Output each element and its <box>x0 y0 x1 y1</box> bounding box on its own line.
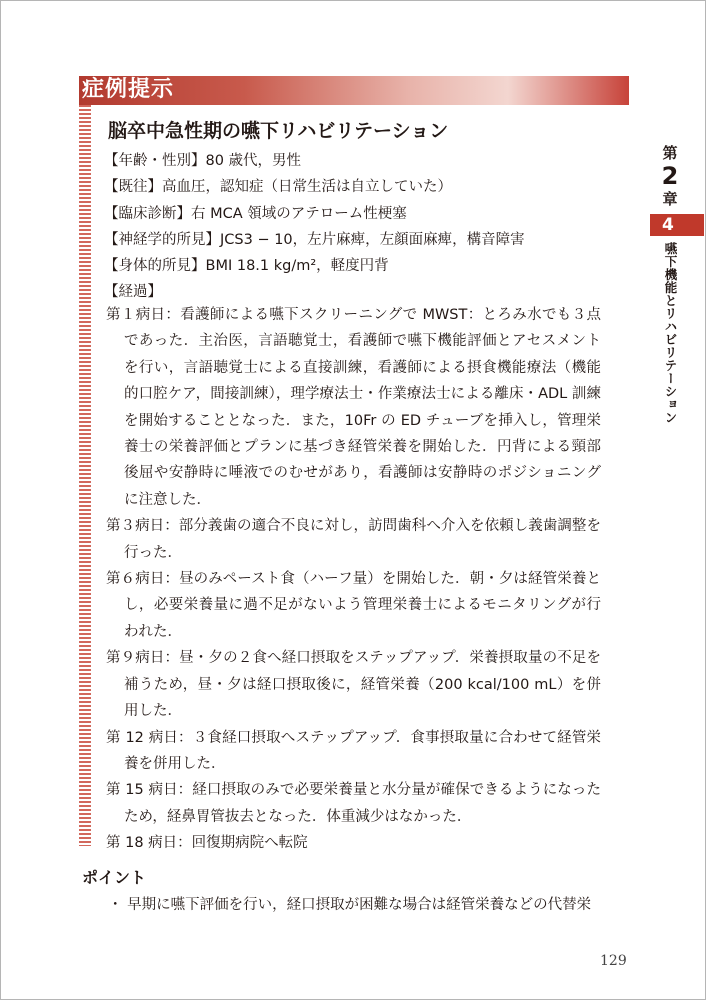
case-title: 脳卒中急性期の嚥下リハビリテーション <box>108 120 449 142</box>
case-fields <box>104 148 604 306</box>
field-neurology: 【神経学的所見】JCS3 − 10，左片麻痺，左顔面麻痺，構音障害 <box>104 231 525 248</box>
field-course: 【経過】 <box>104 284 162 301</box>
chapter-suffix: 章 <box>662 190 678 208</box>
course-entry-day1: 第１病日：看護師による嚥下スクリーニングで MWST：とろみ水でも３点であった．主治医，言語聴覚士，看護師で嚥下機能評価とアセスメントを行い，言語聴覚士による直接訓練，看護師による摂食機能療法（機能的口腔ケア，間接訓練），理学療法士・作業療法士による離床・ADL 訓練を開始することとなった．また，10Fr の ED チューブを挿入し，管理栄養士の栄養評価とプランに基づき経管栄養を開始した．円背による頸部後屈や安静時に唾液でのむせがあり，看護師は安静時のポジショニングに注意した． <box>106 307 601 508</box>
section-heading: 症例提示 <box>82 77 175 102</box>
course-entry-day9: 第９病日：昼・夕の２食へ経口摂取をステップアップ．栄養摂取量の不足を補うため，昼・夕は経口摂取後に，経管栄養（200 kcal/100 mL）を併用した． <box>106 650 601 720</box>
section-title-vertical: 嚥下機能とリハビリテーション <box>663 242 678 424</box>
course-entry-day12: 第 12 病日：３食経口摂取へステップアップ．食事摂取量に合わせて経管栄養を併用した． <box>106 729 601 772</box>
field-age-sex: 【年齢・性別】80 歳代，男性 <box>104 153 302 169</box>
field-diagnosis: 【臨床診断】右 MCA 領域のアテローム性梗塞 <box>104 205 407 222</box>
chapter-number: 2 <box>661 162 679 190</box>
section-number-badge: 4 <box>650 214 704 236</box>
chapter-sidebar <box>650 144 706 424</box>
field-history: 【既往】高血圧，認知症（日常生活は自立していた） <box>104 179 452 196</box>
point-heading: ポイント <box>82 868 147 887</box>
course-entry-day3: 第３病日：部分義歯の適合不良に対し，訪問歯科へ介入を依頼し義歯調整を行った． <box>106 518 601 561</box>
page-number: 129 <box>600 953 627 969</box>
field-physical: 【身体的所見】BMI 18.1 kg/m²，軽度円背 <box>104 258 389 275</box>
point-bullet: ・ 早期に嚥下評価を行い，経口摂取が困難な場合は経管栄養などの代替栄 <box>108 897 592 913</box>
course-entry-day15: 第 15 病日：経口摂取のみで必要栄養量と水分量が確保できるようになったため，経鼻胃管抜去となった．体重減少はなかった． <box>106 782 601 825</box>
course-entry-day18: 第 18 病日：回復期病院へ転院 <box>106 835 308 852</box>
decorative-stripe <box>79 105 91 846</box>
course-entries <box>106 302 601 857</box>
chapter-prefix: 第 <box>662 144 678 162</box>
course-entry-day6: 第６病日：昼のみペースト食（ハーフ量）を開始した．朝・夕は経管栄養とし，必要栄養量に過不足がないよう管理栄養士によるモニタリングが行われた． <box>106 571 601 640</box>
